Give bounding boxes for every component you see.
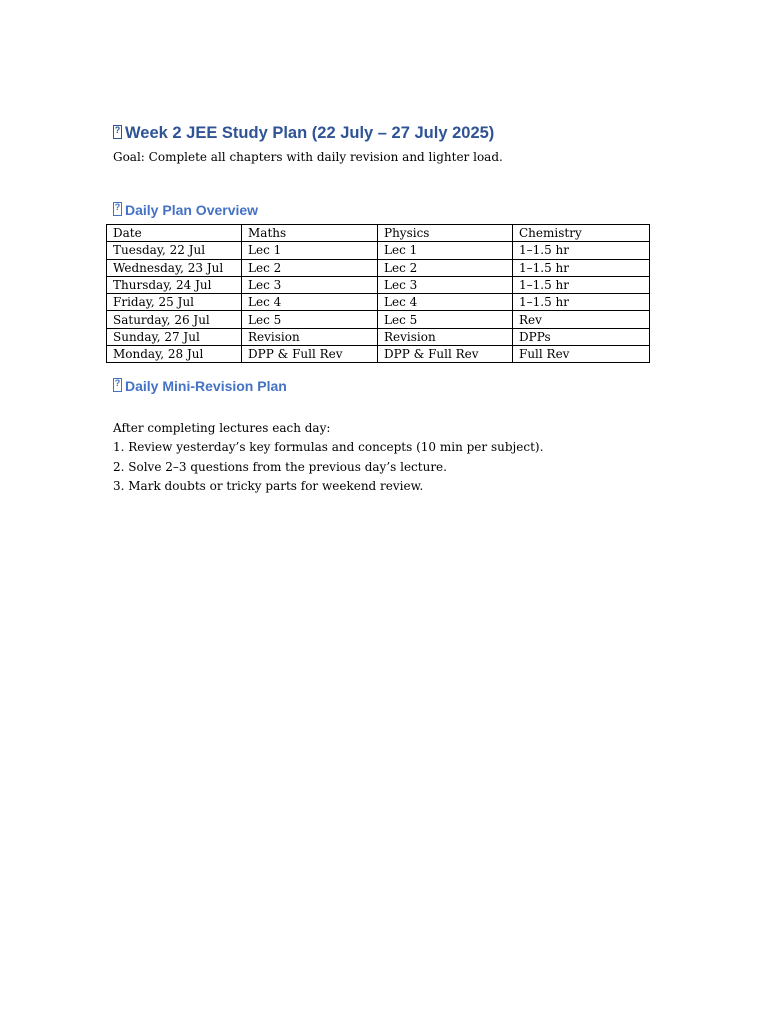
- table-header-row: [107, 225, 650, 242]
- table-cell-date: Tuesday, 22 Jul: [107, 242, 242, 259]
- table-cell-chemistry: 1–1.5 hr: [513, 259, 650, 276]
- table-cell-date: Saturday, 26 Jul: [107, 311, 242, 328]
- table-cell-maths: Lec 3: [242, 276, 378, 293]
- mini-revision-body: [113, 419, 543, 496]
- column-header-maths: Maths: [242, 225, 378, 242]
- column-header-date: Date: [107, 225, 242, 242]
- mini-revision-intro: After completing lectures each day:: [113, 421, 331, 435]
- table-cell-chemistry: 1–1.5 hr: [513, 276, 650, 293]
- table-cell-maths: Revision: [242, 328, 378, 345]
- table-cell-physics: Revision: [378, 328, 513, 345]
- list-item: 3. Mark doubts or tricky parts for weekend review.: [113, 478, 424, 493]
- table-cell-maths: Lec 5: [242, 311, 378, 328]
- table-cell-chemistry: Full Rev: [513, 346, 650, 363]
- table-cell-physics: DPP & Full Rev: [378, 346, 513, 363]
- mini-revision-heading-text: Daily Mini-Revision Plan: [125, 378, 287, 394]
- table-cell-date: Thursday, 24 Jul: [107, 276, 242, 293]
- overview-heading: [113, 202, 258, 218]
- overview-heading-text: Daily Plan Overview: [125, 202, 259, 218]
- missing-glyph-box-icon: [113, 378, 122, 392]
- missing-glyph-box-icon: [113, 202, 122, 216]
- table-cell-physics: Lec 1: [378, 242, 513, 259]
- table-row: [107, 294, 650, 311]
- column-header-physics: Physics: [378, 225, 513, 242]
- column-header-chemistry: Chemistry: [513, 225, 650, 242]
- table-cell-chemistry: 1–1.5 hr: [513, 242, 650, 259]
- missing-glyph-box-icon: [113, 125, 122, 139]
- daily-plan-table: [106, 224, 650, 363]
- table-cell-chemistry: Rev: [513, 311, 650, 328]
- table-row: [107, 328, 650, 345]
- table-cell-date: Sunday, 27 Jul: [107, 328, 242, 345]
- table-cell-maths: Lec 2: [242, 259, 378, 276]
- table-cell-maths: Lec 1: [242, 242, 378, 259]
- table-cell-physics: Lec 5: [378, 311, 513, 328]
- table-row: [107, 311, 650, 328]
- document-title: [113, 124, 494, 143]
- table-row: [107, 259, 650, 276]
- table-cell-date: Monday, 28 Jul: [107, 346, 242, 363]
- table-cell-chemistry: DPPs: [513, 328, 650, 345]
- table-cell-physics: Lec 3: [378, 276, 513, 293]
- table-row: [107, 242, 650, 259]
- mini-revision-heading: [113, 378, 287, 394]
- goal-text: Goal: Complete all chapters with daily revision and lighter load.: [113, 150, 503, 164]
- document-title-text: Week 2 JEE Study Plan (22 July – 27 July 2025): [125, 124, 495, 142]
- table-cell-date: Friday, 25 Jul: [107, 294, 242, 311]
- table-cell-physics: Lec 4: [378, 294, 513, 311]
- table-cell-physics: Lec 2: [378, 259, 513, 276]
- table-row: [107, 346, 650, 363]
- table-row: [107, 276, 650, 293]
- table-cell-chemistry: 1–1.5 hr: [513, 294, 650, 311]
- list-item: 2. Solve 2–3 questions from the previous day’s lecture.: [113, 459, 447, 474]
- table-cell-date: Wednesday, 23 Jul: [107, 259, 242, 276]
- table-cell-maths: Lec 4: [242, 294, 378, 311]
- list-item: 1. Review yesterday’s key formulas and concepts (10 min per subject).: [113, 440, 544, 455]
- table-cell-maths: DPP & Full Rev: [242, 346, 378, 363]
